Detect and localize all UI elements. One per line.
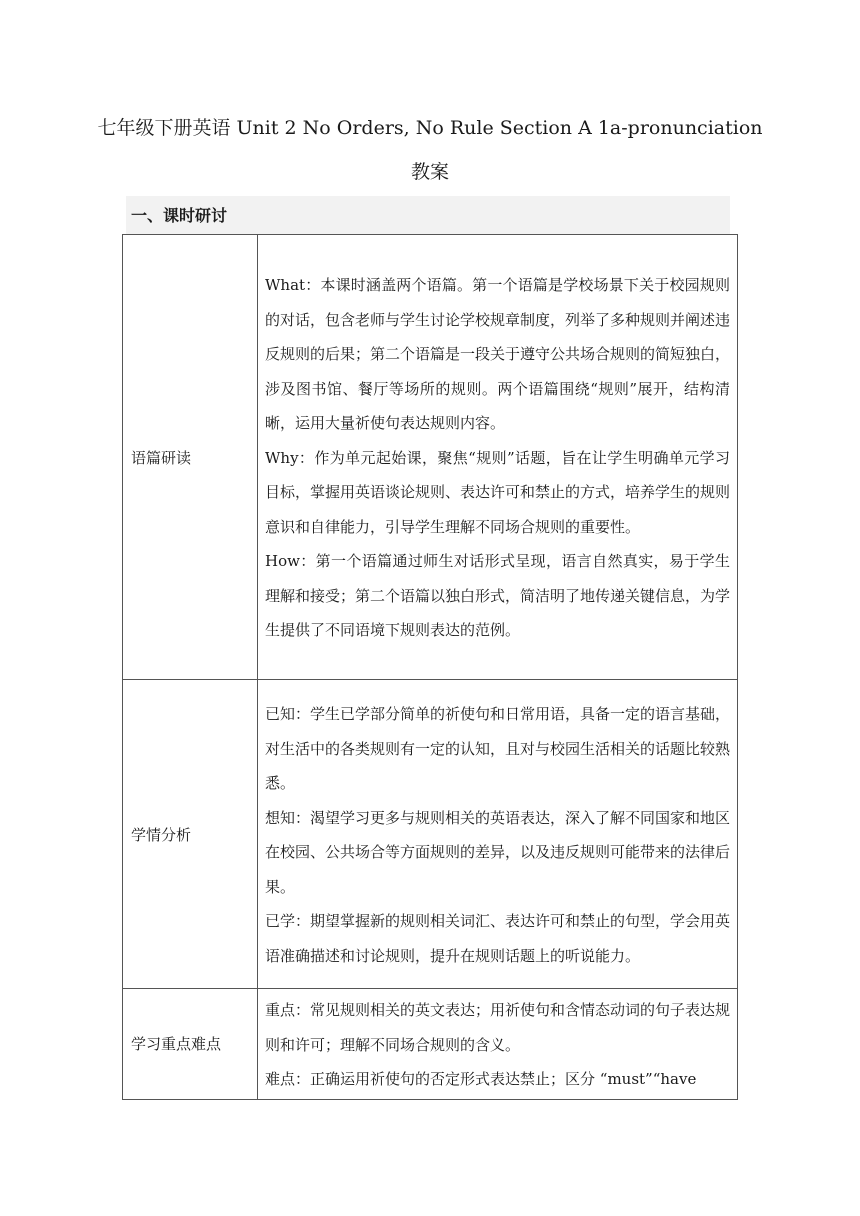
paragraph: How：第一个语篇通过师生对话形式呈现，语言自然真实，易于学生理解和接受；第二个语篇以独白形式，简洁明了地传递关键信息，为学生提供了不同语境下规则表达的范例。 [265, 552, 731, 640]
row-content [258, 680, 738, 989]
table-row [123, 989, 738, 1100]
table-row [123, 680, 738, 989]
section-heading: 一、课时研讨 [131, 206, 228, 225]
paragraph: 想知：渴望学习更多与规则相关的英语表达，深入了解不同国家和地区在校园、公共场合等方面规则的差异，以及违反规则可能带来的法律后果。 [265, 808, 731, 896]
row-label: 语篇研读 [123, 235, 258, 680]
row-label: 学情分析 [123, 680, 258, 989]
row-label: 学习重点难点 [123, 989, 258, 1100]
lesson-analysis-table [122, 234, 738, 1100]
paragraph: What：本课时涵盖两个语篇。第一个语篇是学校场景下关于校园规则的对话，包含老师与学生讨论学校规章制度，列举了多种规则并阐述违反规则的后果；第二个语篇是一段关于遵守公共场合规则的简短独白，涉及图书馆、餐厅等场所的规则。两个语篇围绕“规则”展开，结构清晰，运用大量祈使句表达规则内容。 [265, 276, 731, 433]
row-content [258, 235, 738, 680]
paragraph: 难点：正确运用祈使句的否定形式表达禁止；区分 “must”“have [265, 1070, 697, 1088]
table-row [123, 235, 738, 680]
paragraph: Why：作为单元起始课，聚焦“规则”话题，旨在让学生明确单元学习目标，掌握用英语谈论规则、表达许可和禁止的方式，培养学生的规则意识和自律能力，引导学生理解不同场合规则的重要性。 [265, 448, 731, 536]
paragraph: 已知：学生已学部分简单的祈使句和日常用语，具备一定的语言基础，对生活中的各类规则有一定的认知，且对与校园生活相关的话题比较熟悉。 [265, 705, 731, 792]
paragraph: 重点：常见规则相关的英文表达；用祈使句和含情态动词的句子表达规则和许可；理解不同场合规则的含义。 [265, 1001, 731, 1054]
row-content [258, 989, 738, 1100]
document-title-line2: 教案 [410, 161, 449, 183]
paragraph: 已学：期望掌握新的规则相关词汇、表达许可和禁止的句型，学会用英语准确描述和讨论规则，提升在规则话题上的听说能力。 [265, 912, 731, 965]
document-title-line1: 七年级下册英语 Unit 2 No Orders, No Rule Section A 1a-pronunciation [97, 117, 763, 139]
